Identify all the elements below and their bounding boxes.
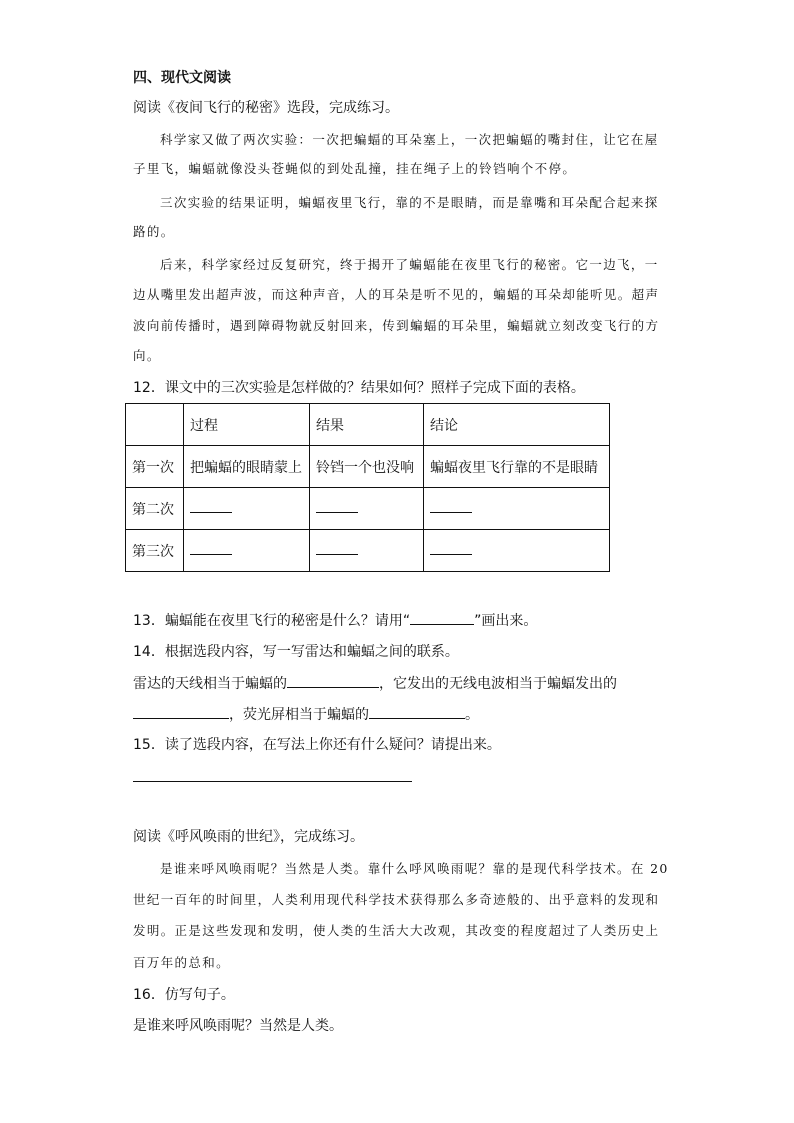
answer-blank[interactable] [316, 500, 358, 513]
answer-blank-cell[interactable] [310, 488, 424, 530]
table-header-cell: 结论 [424, 404, 610, 446]
q14-text: ，荧光屏相当于蝙蝠的 [229, 707, 369, 723]
answer-blank[interactable] [287, 673, 379, 688]
table-header-row [126, 404, 610, 446]
passage1-line: 波向前传播时，遇到障碍物就反射回来，传到蝙蝠的耳朵里，蝙蝠就立刻改变飞行的方 [133, 318, 660, 333]
answer-blank-cell[interactable] [424, 530, 610, 572]
answer-blank[interactable] [430, 500, 472, 513]
passage2-line: 是谁来呼风唤雨呢？当然是人类。靠什么呼风唤雨呢？靠的是现代科学技术。在 20 [160, 861, 669, 876]
q13-text-before: 13．蝙蝠能在夜里飞行的秘密是什么？请用“ [133, 613, 411, 629]
q13-prompt [133, 610, 537, 631]
passage2-intro: 阅读《呼风唤雨的世纪》，完成练习。 [133, 829, 364, 845]
answer-blank[interactable] [369, 704, 465, 719]
table-header-cell: 过程 [184, 404, 310, 446]
row-label: 第一次 [126, 446, 184, 488]
answer-blank[interactable] [133, 704, 229, 719]
section-title: 四、现代文阅读 [133, 70, 231, 86]
passage1-line: 三次实验的结果证明，蝙蝠夜里飞行，靠的不是眼睛，而是靠嘴和耳朵配合起来探 [160, 195, 659, 210]
q14-text: 雷达的天线相当于蝙蝠的 [133, 676, 287, 692]
table-header-cell: 结果 [310, 404, 424, 446]
answer-line[interactable] [133, 781, 412, 782]
cell-conclusion: 蝙蝠夜里飞行靠的不是眼睛 [424, 446, 610, 488]
passage2-line: 发明。正是这些发现和发明，使人类的生活大大改观，其改变的程度超过了人类历史上 [133, 923, 660, 938]
q15-prompt: 15．读了选段内容，在写法上你还有什么疑问？请提出来。 [133, 737, 501, 753]
q14-text: ，它发出的无线电波相当于蝙蝠发出的 [379, 676, 617, 692]
row-label: 第三次 [126, 530, 184, 572]
answer-blank[interactable] [410, 610, 474, 625]
q14-text: 。 [465, 707, 479, 723]
passage2-line: 世纪一百年的时间里，人类利用现代科学技术获得那么多奇迹般的、出乎意料的发现和 [133, 892, 660, 907]
q14-line2 [133, 704, 479, 725]
answer-blank[interactable] [316, 542, 358, 555]
passage1-intro: 阅读《夜间飞行的秘密》选段，完成练习。 [133, 100, 399, 116]
passage1-line: 路的。 [133, 224, 175, 239]
answer-blank-cell[interactable] [184, 488, 310, 530]
answer-blank[interactable] [430, 542, 472, 555]
table-row [126, 488, 610, 530]
passage2-line: 百万年的总和。 [133, 955, 230, 970]
answer-blank[interactable] [190, 542, 232, 555]
cell-process: 把蝙蝠的眼睛蒙上 [184, 446, 310, 488]
q14-line1 [133, 673, 617, 694]
passage1-line: 后来，科学家经过反复研究，终于揭开了蝙蝠能在夜里飞行的秘密。它一边飞，一 [160, 257, 659, 272]
q16-example: 是谁来呼风唤雨呢？当然是人类。 [133, 1018, 343, 1034]
q14-prompt: 14．根据选段内容，写一写雷达和蝙蝠之间的联系。 [133, 644, 459, 660]
answer-blank-cell[interactable] [424, 488, 610, 530]
passage1-line: 向。 [133, 348, 161, 363]
answer-blank-cell[interactable] [310, 530, 424, 572]
q13-text-after: ”画出来。 [474, 613, 538, 629]
passage1-line: 科学家又做了两次实验：一次把蝙蝠的耳朵塞上，一次把蝙蝠的嘴封住，让它在屋 [160, 132, 659, 147]
table-row [126, 530, 610, 572]
passage1-line: 边从嘴里发出超声波，而这种声音，人的耳朵是听不见的，蝙蝠的耳朵却能听见。超声 [133, 287, 660, 302]
table-header-cell [126, 404, 184, 446]
cell-result: 铃铛一个也没响 [310, 446, 424, 488]
passage1-line: 子里飞，蝙蝠就像没头苍蝇似的到处乱撞，挂在绳子上的铃铛响个不停。 [133, 161, 577, 176]
row-label: 第二次 [126, 488, 184, 530]
answer-blank[interactable] [190, 500, 232, 513]
q16-prompt: 16．仿写句子。 [133, 987, 235, 1003]
table-row [126, 446, 610, 488]
q12-prompt: 12．课文中的三次实验是怎样做的？结果如何？照样子完成下面的表格。 [133, 380, 585, 396]
answer-blank-cell[interactable] [184, 530, 310, 572]
q12-table [125, 403, 610, 572]
